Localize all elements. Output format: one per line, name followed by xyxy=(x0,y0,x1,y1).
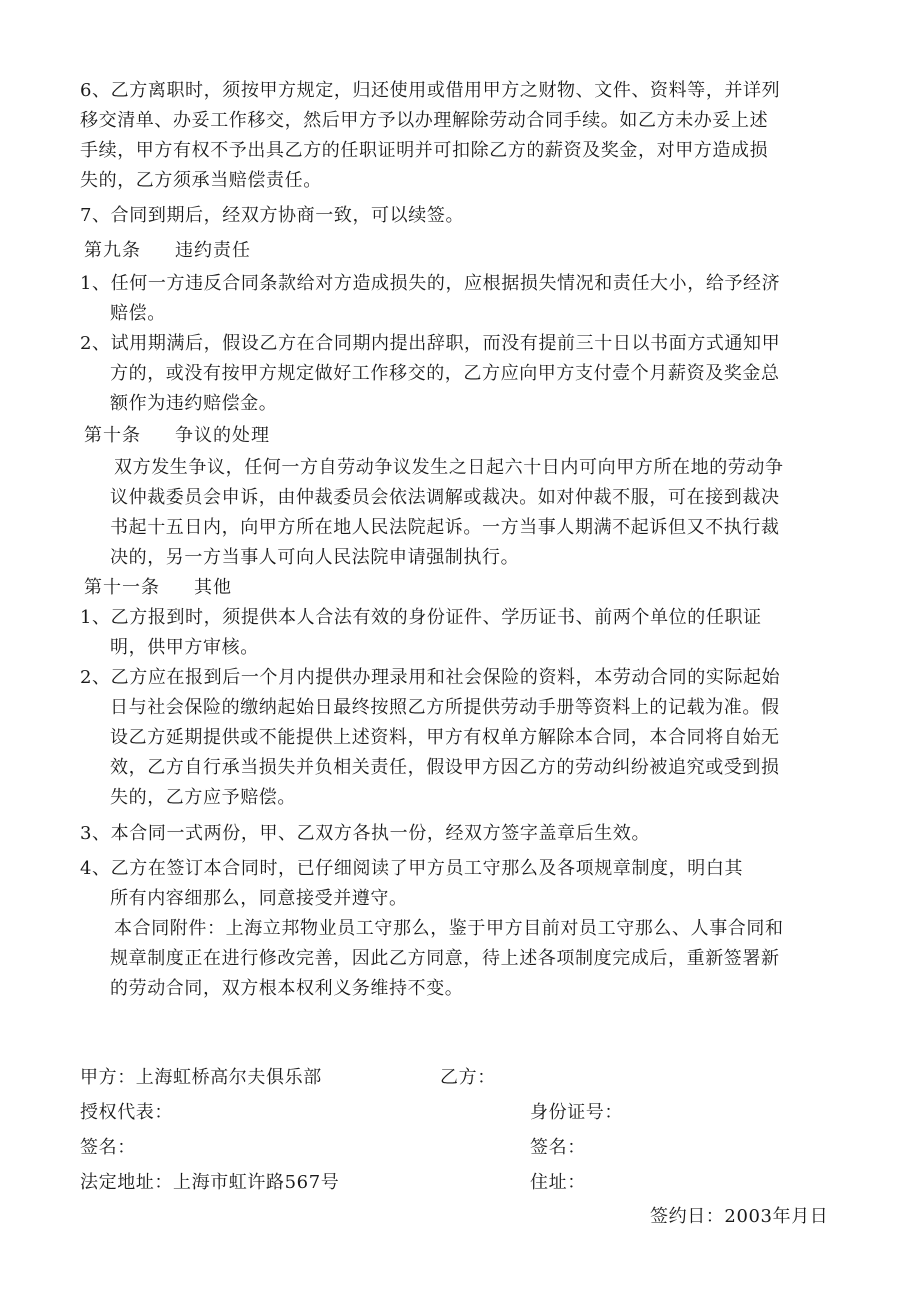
article10-number: 第十条 xyxy=(84,425,141,446)
article11-heading xyxy=(84,577,232,599)
article10-line-1: 双方发生争议，任何一方自劳动争议发生之日起六十日内可向甲方所在地的劳动争 xyxy=(114,457,784,478)
party-a-name: 甲方：上海虹桥高尔夫俱乐部 xyxy=(80,1067,322,1088)
appendix-line-3: 的劳动合同，双方根本权利义务维持不变。 xyxy=(110,978,464,999)
article9-item2-line-2: 方的，或没有按甲方规定做好工作移交的，乙方应向甲方支付壹个月薪资及奖金总 xyxy=(110,363,780,384)
article10-line-3: 书起十五日内，向甲方所在地人民法院起诉。一方当事人期满不起诉但又不执行裁 xyxy=(110,517,780,538)
legal-address: 法定地址：上海市虹许路567号 xyxy=(80,1172,340,1193)
article11-item1-line-2: 明，供甲方审核。 xyxy=(110,637,259,658)
item6-line-2: 移交清单、办妥工作移交，然后甲方予以办理解除劳动合同手续。如乙方未办妥上述 xyxy=(80,110,769,131)
article9-heading xyxy=(84,240,251,262)
article11-item2-line-2: 日与社会保险的缴纳起始日最终按照乙方所提供劳动手册等资料上的记载为准。假 xyxy=(110,697,780,718)
sign-date: 签约日：2003年月日 xyxy=(650,1206,829,1227)
id-number-label: 身份证号： xyxy=(530,1102,623,1123)
article9-item2-line-1: 2、试用期满后，假设乙方在合同期内提出辞职，而没有提前三十日以书面方式通知甲 xyxy=(80,333,781,354)
party-b-label: 乙方： xyxy=(440,1067,496,1088)
article9-item1-line-2: 赔偿。 xyxy=(110,303,166,324)
article11-item1-line-1: 1、乙方报到时，须提供本人合法有效的身份证件、学历证书、前两个单位的任职证 xyxy=(80,607,762,628)
article10-title: 争议的处理 xyxy=(175,425,270,446)
party-a-signature-label: 签名： xyxy=(80,1137,136,1158)
address-label: 住址： xyxy=(530,1172,586,1193)
article9-number: 第九条 xyxy=(84,240,141,261)
article11-item2-line-4: 效，乙方自行承当损失并负相关责任，假设甲方因乙方的劳动纠纷被追究或受到损 xyxy=(110,757,780,778)
article10-line-4: 决的，另一方当事人可向人民法院申请强制执行。 xyxy=(110,547,520,568)
item6-line-3: 手续，甲方有权不予出具乙方的任职证明并可扣除乙方的薪资及奖金，对甲方造成损 xyxy=(80,140,769,161)
appendix-line-1: 本合同附件：上海立邦物业员工守那么，鉴于甲方目前对员工守那么、人事合同和 xyxy=(114,918,784,939)
article11-item2-line-3: 设乙方延期提供或不能提供上述资料，甲方有权单方解除本合同，本合同将自始无 xyxy=(110,727,780,748)
article9-title: 违约责任 xyxy=(175,240,251,261)
authorized-rep-label: 授权代表： xyxy=(80,1102,173,1123)
article10-heading xyxy=(84,425,270,447)
article9-item1-line-1: 1、任何一方违反合同条款给对方造成损失的，应根据损失情况和责任大小，给予经济 xyxy=(80,273,781,294)
item6-line-1: 6、乙方离职时，须按甲方规定，归还使用或借用甲方之财物、文件、资料等，并详列 xyxy=(80,80,781,101)
article9-item2-line-3: 额作为违约赔偿金。 xyxy=(110,393,278,414)
article11-number: 第十一条 xyxy=(84,577,160,598)
article11-item4-line-2: 所有内容细那么，同意接受并遵守。 xyxy=(110,888,408,909)
item6-line-4: 失的，乙方须承当赔偿责任。 xyxy=(80,170,322,191)
appendix-line-2: 规章制度正在进行修改完善，因此乙方同意，待上述各项制度完成后，重新签署新 xyxy=(110,948,780,969)
article11-item2-line-1: 2、乙方应在报到后一个月内提供办理录用和社会保险的资料，本劳动合同的实际起始 xyxy=(80,667,781,688)
article11-item4-line-1: 4、乙方在签订本合同时，已仔细阅读了甲方员工守那么及各项规章制度，明白其 xyxy=(80,858,744,879)
party-b-signature-label: 签名： xyxy=(530,1137,586,1158)
article11-title: 其他 xyxy=(194,577,232,598)
article11-item3: 3、本合同一式两份，甲、乙双方各执一份，经双方签字盖章后生效。 xyxy=(80,823,651,844)
item7: 7、合同到期后，经双方协商一致，可以续签。 xyxy=(80,205,465,226)
article11-item2-line-5: 失的，乙方应予赔偿。 xyxy=(110,787,296,808)
article10-line-2: 议仲裁委员会申诉，由仲裁委员会依法调解或裁决。如对仲裁不服，可在接到裁决 xyxy=(110,487,780,508)
